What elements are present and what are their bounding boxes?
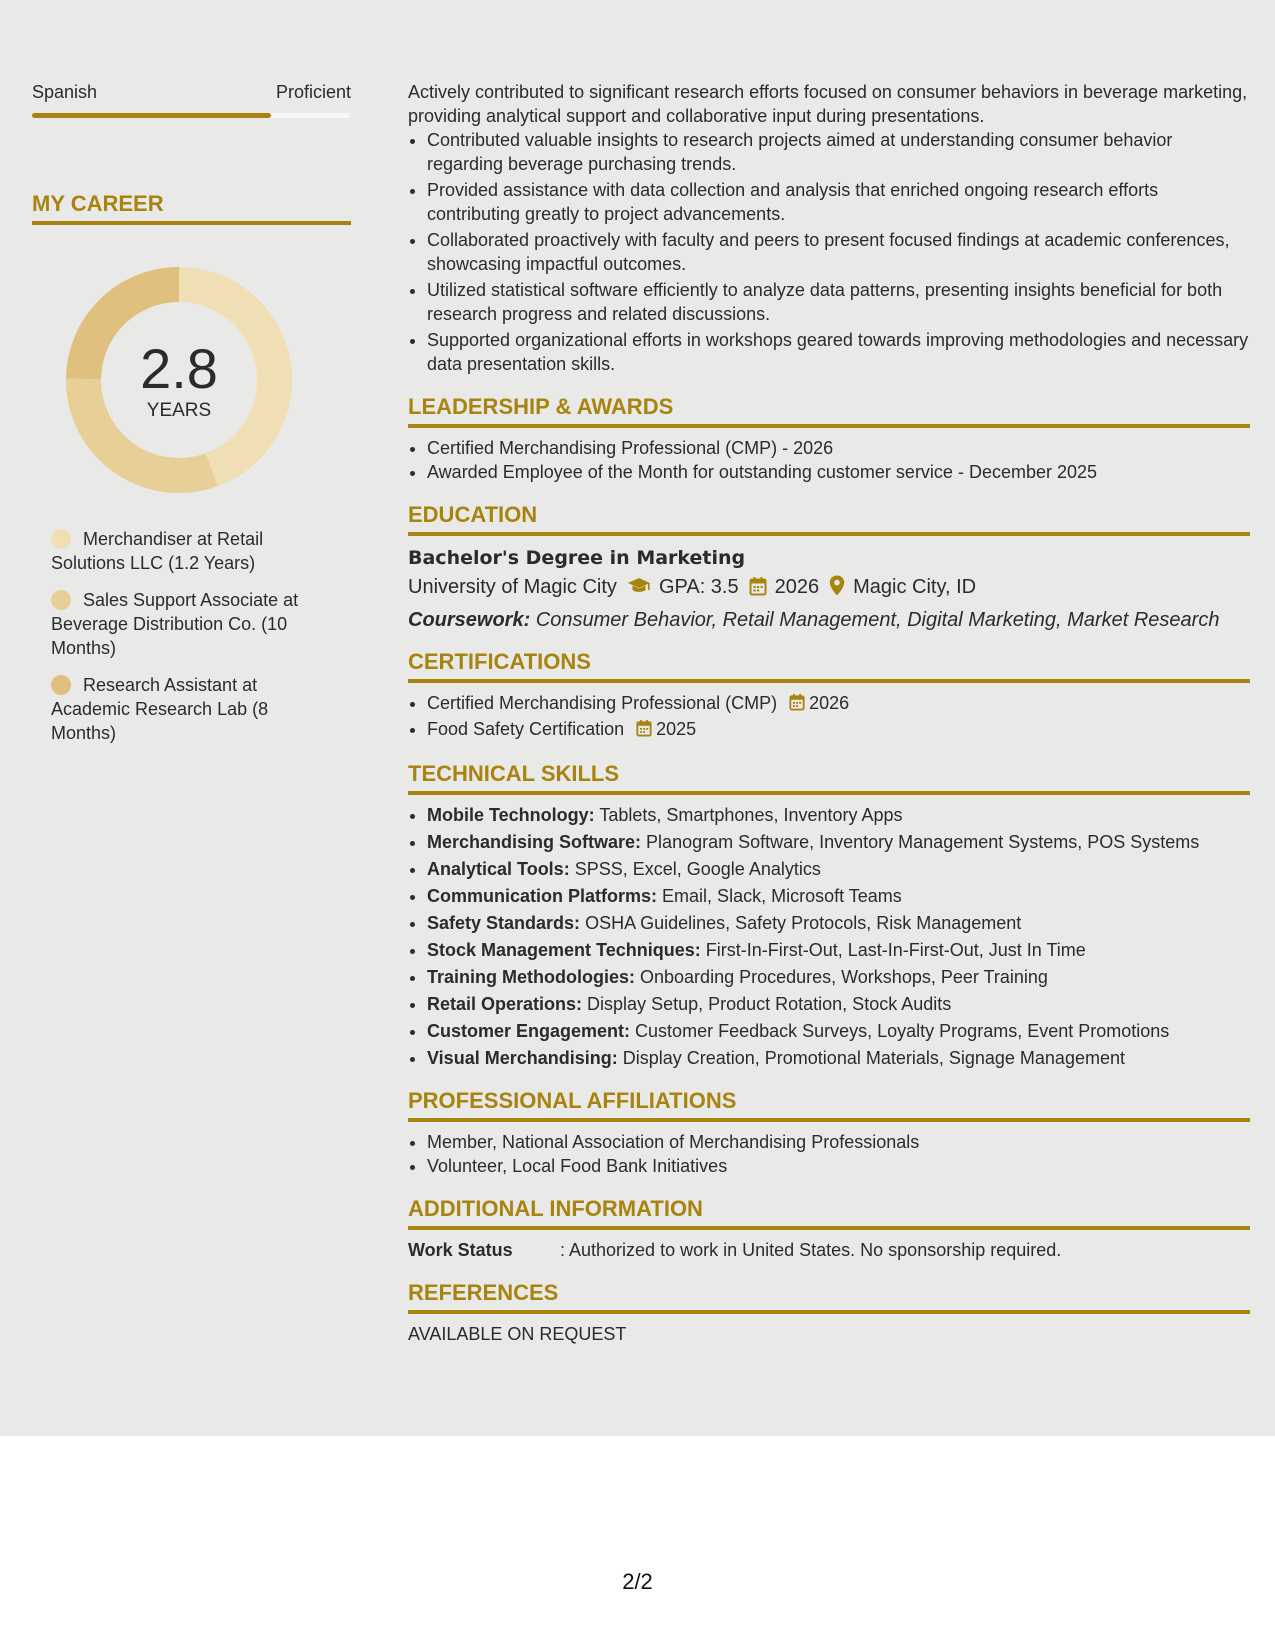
legend-item [51, 527, 331, 575]
skill-label: Safety Standards: [427, 913, 581, 933]
graduation-year: 2026 [774, 576, 820, 598]
technical-skills-list [408, 803, 1250, 1070]
school-location: Magic City, ID [853, 576, 977, 598]
legend-label: Merchandiser at Retail Solutions LLC (1.2 Years) [51, 529, 264, 573]
map-pin-icon [829, 575, 845, 605]
skill-label: Stock Management Techniques: [427, 940, 701, 960]
skill-value: Display Setup, Product Rotation, Stock Audits [587, 994, 952, 1014]
education-details [408, 572, 1250, 605]
legend-dot [51, 590, 71, 610]
references-heading: REFERENCES [408, 1280, 1250, 1314]
language-proficiency-fill [32, 113, 271, 118]
affiliations-list [408, 1130, 1250, 1178]
list-item [427, 884, 1250, 908]
legend-item [51, 673, 331, 745]
certifications-heading: CERTIFICATIONS [408, 649, 1250, 683]
work-status-value: : Authorized to work in United States. No sponsorship required. [560, 1240, 1062, 1260]
legend-dot [51, 529, 71, 549]
donut-center [66, 339, 292, 423]
references-text: AVAILABLE ON REQUEST [408, 1324, 627, 1344]
graduation-cap-icon [627, 575, 651, 605]
list-item [427, 691, 1250, 717]
skill-value: Email, Slack, Microsoft Teams [662, 886, 902, 906]
list-item: • Contributed valuable insights to research projects aimed at understanding consumer behavior regarding beverage purchasing trends. [427, 128, 1250, 176]
language-level: Proficient [275, 82, 351, 102]
skill-value: Customer Feedback Surveys, Loyalty Programs, Event Promotions [635, 1021, 1170, 1041]
legend-dot [51, 675, 71, 695]
calendar-icon [636, 719, 652, 743]
technical-skills-heading: TECHNICAL SKILLS [408, 761, 1250, 795]
skill-value: OSHA Guidelines, Safety Protocols, Risk Management [585, 913, 1022, 933]
skill-label: Analytical Tools: [427, 859, 570, 879]
career-total-years: 2.8 [140, 337, 218, 400]
list-item [427, 830, 1250, 854]
skill-label: Visual Merchandising: [427, 1048, 618, 1068]
legend-label: Research Assistant at Academic Research Lab (8 Months) [51, 675, 269, 743]
legend-item [51, 588, 331, 660]
page-number: 2/2 [622, 1569, 653, 1594]
list-item [427, 1019, 1250, 1043]
coursework [408, 605, 1250, 635]
certification-year: 2026 [809, 693, 850, 713]
legend-label: Sales Support Associate at Beverage Distribution Co. (10 Months) [51, 590, 299, 658]
list-item: • Provided assistance with data collection and analysis that enriched ongoing research efforts contributing greatly to project advancements. [427, 178, 1250, 226]
skill-value: Tablets, Smartphones, Inventory Apps [599, 805, 903, 825]
certifications-list [408, 691, 1250, 743]
skill-label: Merchandising Software: [427, 832, 642, 852]
skill-value: Display Creation, Promotional Materials, Signage Management [622, 1048, 1125, 1068]
career-years-label: YEARS [146, 400, 212, 421]
certification-name: Food Safety Certification [427, 719, 625, 739]
language-row [32, 80, 351, 104]
skill-value: Onboarding Procedures, Workshops, Peer Training [640, 967, 1048, 987]
list-item [427, 992, 1250, 1016]
coursework-list: Consumer Behavior, Retail Management, Digital Marketing, Market Research [535, 609, 1220, 631]
skill-label: Communication Platforms: [427, 886, 658, 906]
experience-summary: Actively contributed to significant research efforts focused on consumer behaviors in beverage marketing, providing analytical support and collaborative input during presentations. [408, 82, 1248, 126]
skill-label: Mobile Technology: [427, 805, 595, 825]
list-item: • Collaborated proactively with faculty and peers to present focused findings at academic conferences, showcasing impactful outcomes. [427, 228, 1250, 276]
skill-value: SPSS, Excel, Google Analytics [574, 859, 821, 879]
list-item: • Utilized statistical software efficiently to analyze data patterns, presenting insights beneficial for both research progress and related discussions. [427, 278, 1250, 326]
gpa: GPA: 3.5 [658, 576, 739, 598]
work-status-row [408, 1238, 1250, 1262]
list-item: • Awarded Employee of the Month for outstanding customer service - December 2025 [427, 460, 1250, 484]
certification-year: 2025 [656, 719, 697, 739]
certification-name: Certified Merchandising Professional (CMP) [427, 693, 778, 713]
skill-label: Training Methodologies: [427, 967, 635, 987]
skill-label: Retail Operations: [427, 994, 583, 1014]
language-proficiency-bar [32, 113, 351, 118]
skill-label: Customer Engagement: [427, 1021, 631, 1041]
coursework-label: Coursework: [408, 609, 531, 631]
career-legend [32, 527, 331, 745]
career-donut-chart [66, 267, 292, 493]
list-item: • Certified Merchandising Professional (CMP) - 2026 [427, 436, 1250, 460]
list-item [427, 717, 1250, 743]
leadership-list [408, 436, 1250, 484]
language-name: Spanish [32, 82, 98, 102]
education-heading: EDUCATION [408, 502, 1250, 536]
right-column [408, 80, 1250, 1346]
additional-info-heading: ADDITIONAL INFORMATION [408, 1196, 1250, 1230]
list-item: • Member, National Association of Merchandising Professionals [427, 1130, 1250, 1154]
left-column [32, 80, 351, 758]
school-name: University of Magic City [408, 576, 617, 598]
skill-value: First-In-First-Out, Last-In-First-Out, Just In Time [705, 940, 1086, 960]
leadership-heading: LEADERSHIP & AWARDS [408, 394, 1250, 428]
list-item [427, 1046, 1250, 1070]
experience-bullets [408, 128, 1250, 376]
list-item [427, 803, 1250, 827]
affiliations-heading: PROFESSIONAL AFFILIATIONS [408, 1088, 1250, 1122]
list-item: • Supported organizational efforts in workshops geared towards improving methodologies and necessary data presentation skills. [427, 328, 1250, 376]
skill-value: Planogram Software, Inventory Management Systems, POS Systems [646, 832, 1200, 852]
calendar-icon [749, 575, 767, 605]
list-item [427, 857, 1250, 881]
list-item [427, 938, 1250, 962]
calendar-icon [789, 693, 805, 717]
work-status-label: Work Status [408, 1240, 513, 1260]
career-heading: MY CAREER [32, 191, 351, 225]
list-item [427, 911, 1250, 935]
list-item [427, 965, 1250, 989]
list-item: • Volunteer, Local Food Bank Initiatives [427, 1154, 1250, 1178]
degree-title: Bachelor's Degree in Marketing [408, 547, 746, 569]
